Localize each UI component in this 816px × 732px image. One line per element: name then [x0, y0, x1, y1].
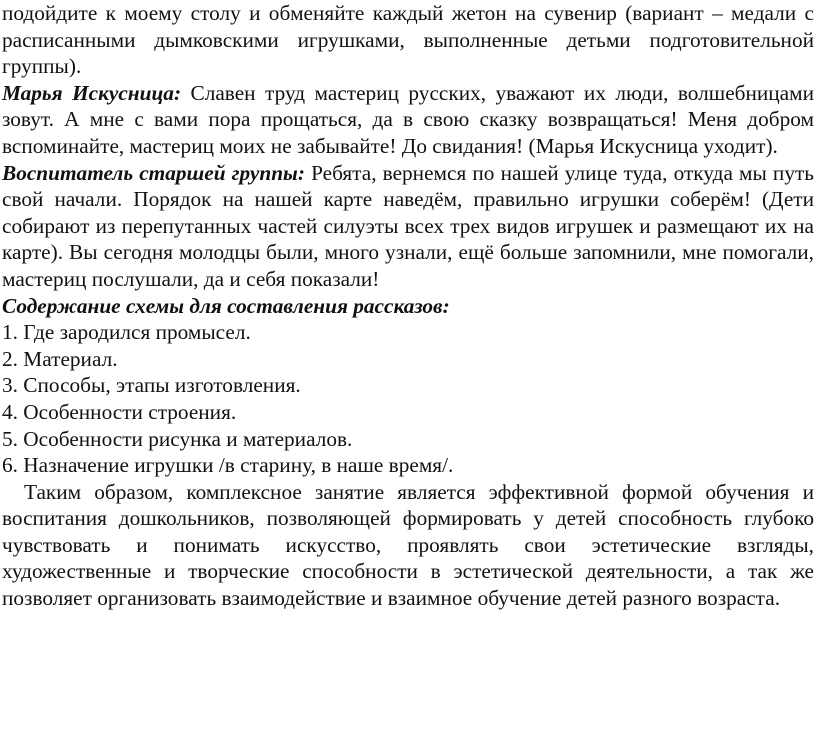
- scheme-list-item: 3. Способы, этапы изготовления.: [2, 373, 301, 398]
- marya-speech-text: Славен труд мастериц русских, уважают их люди, волшебницами зовут. А мне с вами пора прощаться, да в свою сказку возвращаться! Меня добром вспоминайте, мастериц моих не забывайте! До свидания! (Марья Искусница уходит).: [2, 80, 814, 158]
- scheme-heading: Содержание схемы для составления рассказов:: [2, 293, 450, 318]
- scheme-list-item: 5. Особенности рисунка и материалов.: [2, 426, 353, 451]
- teacher-speech-text: Ребята, вернемся по нашей улице туда, откуда мы путь свой начали. Порядок на нашей карте наведём, правильно игрушки соберём! (Дети собирают из перепутанных частей силуэты всех трех видов игрушек и размещают их на карте). Вы сегодня молодцы были, много узнали, ещё больше запомнили, мне помогали, мастериц послушали, да и себя показали!: [2, 160, 815, 291]
- scheme-list-item: 4. Особенности строения.: [2, 399, 237, 424]
- teacher-speaker-label: Воспитатель старшей группы:: [2, 160, 305, 185]
- marya-paragraph: [2, 80, 814, 160]
- conclusion-paragraph: Таким образом, комплексное занятие является эффективной формой обучения и воспитания дошкольников, позволяющей формировать у детей способность глубоко чувствовать и понимать искусство, проявлять свои эстетические взгляды, художественные и творческие способности в эстетической деятельности, а так же позволяет организовать взаимодействие и взаимное обучение детей разного возраста.: [2, 479, 814, 611]
- marya-speaker-label: Марья Искусница:: [2, 80, 182, 105]
- document-page: [2, 0, 814, 612]
- scheme-list-item: 1. Где зародился промысел.: [2, 320, 251, 345]
- teacher-paragraph: [2, 160, 814, 293]
- scheme-list-item: 2. Материал.: [2, 346, 118, 371]
- intro-paragraph: подойдите к моему столу и обменяйте каждый жетон на сувенир (вариант – медали с расписанными дымковскими игрушками, выполненные детьми подготовительной группы).: [2, 1, 814, 79]
- scheme-list-item: 6. Назначение игрушки /в старину, в наше время/.: [2, 453, 454, 478]
- scheme-list: [2, 319, 814, 479]
